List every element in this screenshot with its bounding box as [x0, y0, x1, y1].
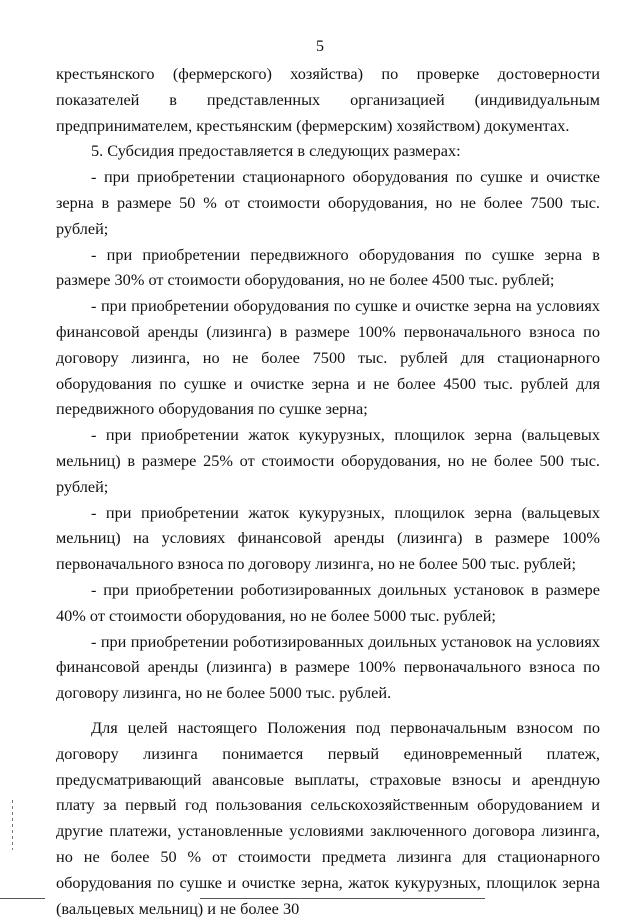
list-item-corn-headers: - при приобретении жаток кукурузных, площилок зерна (вальцевых мельниц) в размере 25% от стоимости оборудования, но не более 500 тыс. рублей;: [56, 425, 600, 496]
paragraph-continuation: крестьянского (фермерского) хозяйства) по проверке достоверности показателей в представленных организацией (индивидуальным предпринимателем, крестьянским (фермерским) хозяйством) документах.: [56, 64, 600, 135]
scan-margin-mark: [12, 800, 13, 850]
list-item-milking-robots-leasing: - при приобретении роботизированных доильных установок на условиях финансовой аренды (лизинга) в размере 100% первоначального взноса по договору лизинга, но не более 5000 тыс. рублей.: [56, 631, 600, 703]
list-item-mobile-equipment: - при приобретении передвижного оборудования по сушке зерна в размере 30% от стоимости оборудования, но не более 4500 тыс. рублей;: [56, 244, 600, 290]
list-item-corn-headers-leasing: - при приобретении жаток кукурузных, площилок зерна (вальцевых мельниц) на условиях финансовой аренды (лизинга) в размере 100% первоначального взноса по договору лизинга, но не более 500 тыс. рублей;: [56, 502, 600, 574]
footer-rule-left: [0, 898, 45, 899]
page-number: 5: [316, 38, 324, 55]
paragraph-initial-payment-definition: Для целей настоящего Положения под первоначальным взносом по договору лизинга понимается первый единовременный платеж, предусматривающий авансовые выплаты, страховые взносы и арендную плату за первый год пользования сельскохозяйственным оборудованием и другие платежи, установленные условиями заключенного договора лизинга, но не более 50 % от стоимости предмета лизинга для стационарного оборудования по сушке и очистке зерна, жаток кукурузных, площилок зерна (вальцевых мельниц) и не более 30: [56, 717, 600, 918]
footer-rule-center: [200, 898, 485, 899]
list-item-equipment-leasing: - при приобретении оборудования по сушке и очистке зерна на условиях финансовой аренды (лизинга) в размере 100% первоначального взноса по договору лизинга, но не более 7500 тыс. рублей для стационарного оборудования по сушке и очистке зерна и не более 4500 тыс. рублей для передвижного оборудования по сушке зерна;: [56, 296, 600, 419]
list-item-stationary-equipment: - при приобретении стационарного оборудования по сушке и очистке зерна в размере 50 % от стоимости оборудования, но не более 7500 тыс. рублей;: [56, 167, 600, 238]
document-body: [56, 61, 600, 921]
list-item-milking-robots: - при приобретении роботизированных доильных установок в размере 40% от стоимости оборудования, но не более 5000 тыс. рублей;: [56, 579, 600, 625]
paragraph-subsidy-heading: 5. Субсидия предоставляется в следующих размерах:: [91, 141, 461, 161]
